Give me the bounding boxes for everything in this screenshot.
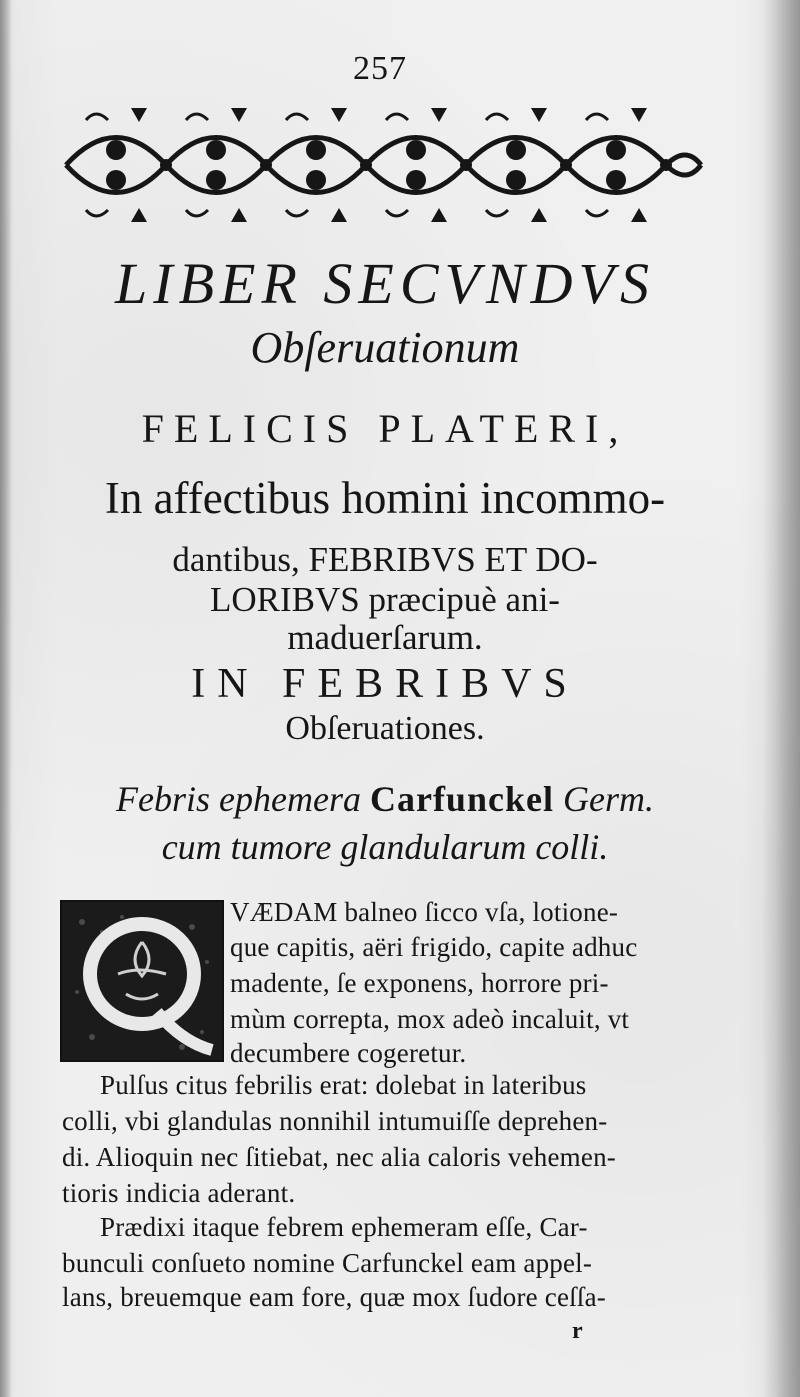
chapter-title-line2: cum tumore glandularum colli. xyxy=(161,827,609,867)
text-line: Pulſus citus febrilis erat: dolebat in lateribus xyxy=(100,1070,587,1100)
text-line: tioris indicia aderant. xyxy=(62,1178,296,1208)
text-line: mùm correpta, mox adeò incaluit, vt xyxy=(230,1004,630,1034)
text-line: que capitis, aëri frigido, capite adhuc xyxy=(230,932,638,962)
author-name: FELICIS PLATERI, xyxy=(141,406,629,451)
chapter-title-part: Germ. xyxy=(553,779,654,819)
decorated-initial-q xyxy=(60,900,224,1062)
heading-line: In affectibus homini incommo- xyxy=(104,473,666,523)
chapter-title-blackletter: Carfunckel xyxy=(369,779,554,819)
heading-line: dantibus, FEBRIBVS ET DO- xyxy=(172,540,598,579)
catchword: r xyxy=(572,1318,583,1344)
book-subtitle: Obſeruationum xyxy=(250,323,520,372)
heading-line: maduerſarum. xyxy=(287,618,483,657)
section-title: IN FEBRIBVS xyxy=(191,661,579,707)
edge-shadow xyxy=(762,0,800,1397)
text-line: di. Alioquin nec ſitiebat, nec alia caloris vehemen- xyxy=(62,1142,616,1172)
text-line: VÆDAM balneo ſicco vſa, lotione- xyxy=(230,897,619,927)
text-line: lans, breuemque eam fore, quæ mox ſudore ceſſa- xyxy=(62,1282,606,1312)
chapter-title-part: Febris ephemera xyxy=(116,779,370,819)
page-number: 257 xyxy=(353,50,407,87)
text-line: madente, ſe exponens, horrore pri- xyxy=(230,968,609,998)
heading-line: LORIBVS præcipuè ani- xyxy=(210,580,560,619)
text-line: Prædixi itaque febrem ephemeram eſſe, Car- xyxy=(100,1212,588,1242)
text-line: decumbere cogeretur. xyxy=(230,1038,467,1068)
text-line: bunculi conſueto nomine Carfunckel eam appel- xyxy=(62,1248,593,1278)
text-line: colli, vbi glandulas nonnihil intumuiſſe deprehen- xyxy=(62,1106,608,1136)
chapter-title xyxy=(40,778,730,820)
headpiece-ornament xyxy=(56,100,706,230)
section-subtitle: Obſeruationes. xyxy=(285,710,485,747)
book-title: LIBER SECVNDVS xyxy=(115,251,655,316)
gutter-shadow xyxy=(0,0,12,1397)
